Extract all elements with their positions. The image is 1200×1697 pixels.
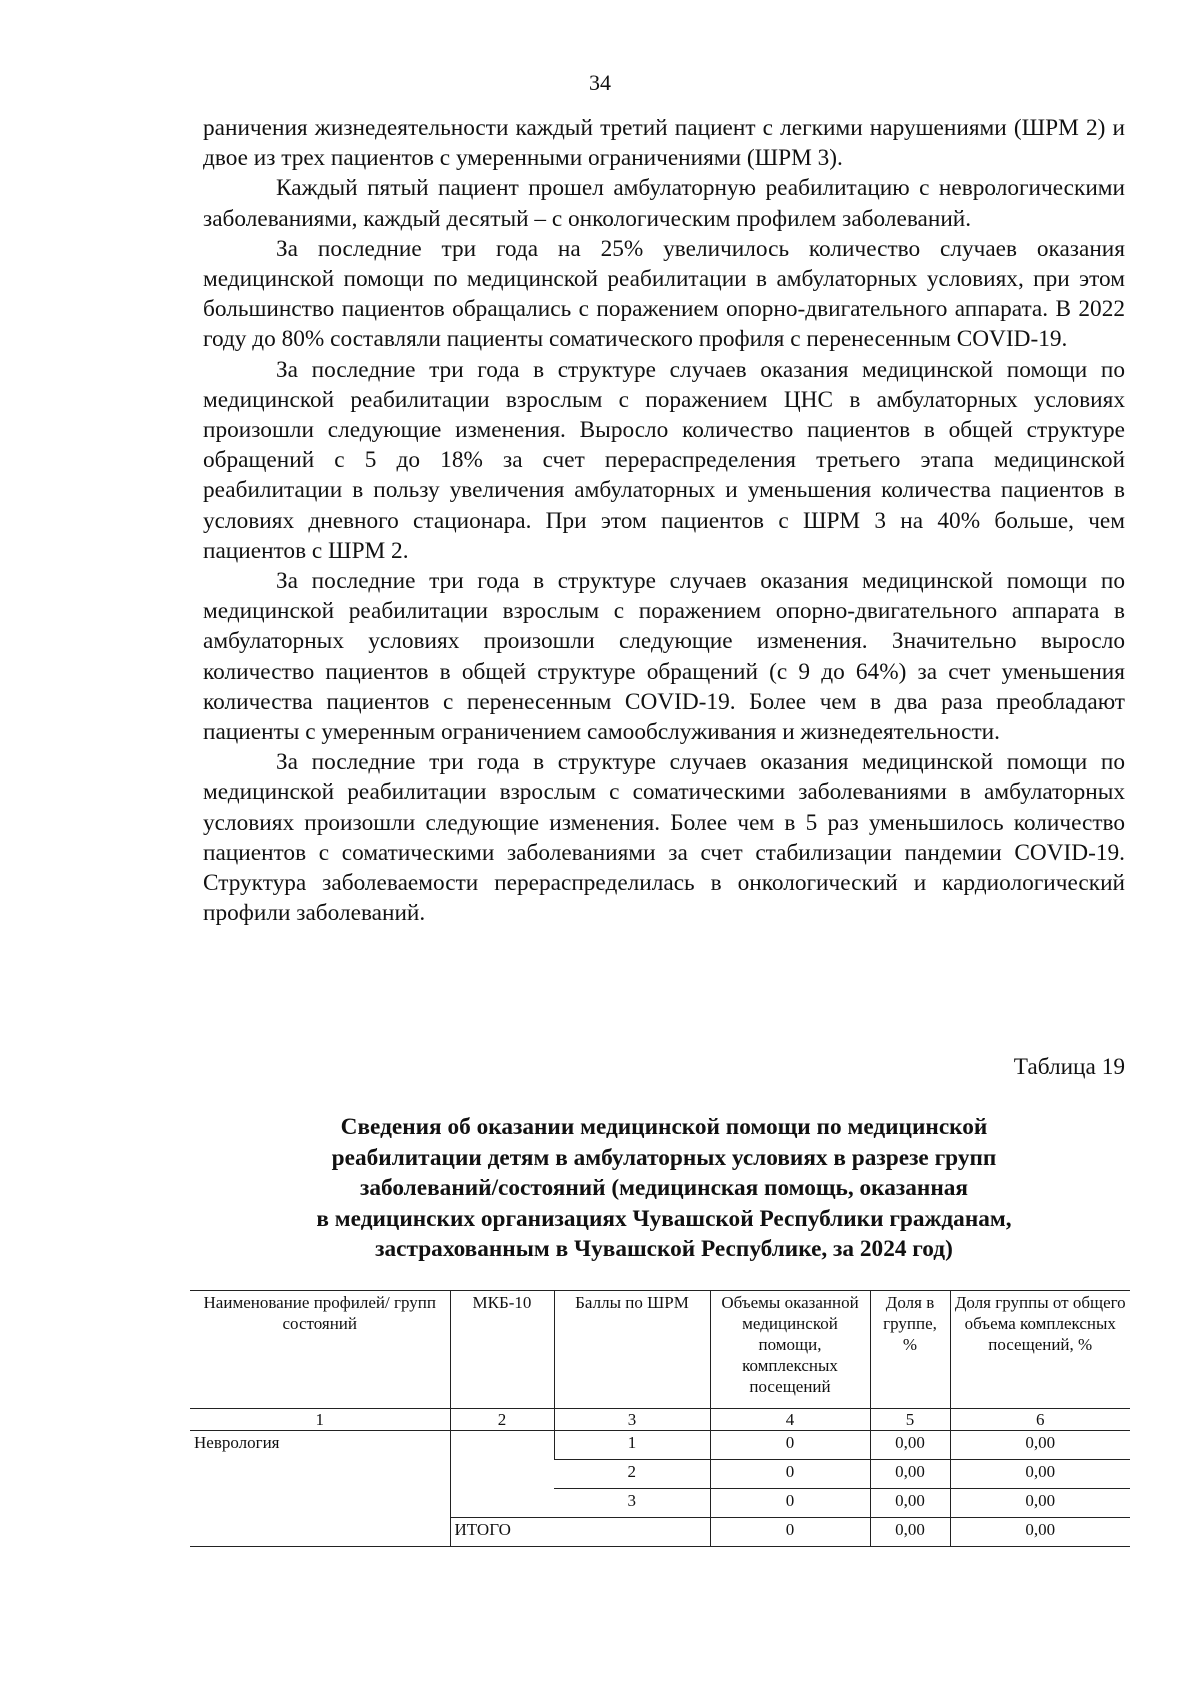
body-text [203, 113, 1125, 928]
group-name: Неврология [190, 1431, 450, 1518]
table-title-line: реабилитации детям в амбулаторных условиях в разрезе групп [331, 1144, 997, 1171]
column-number: 2 [450, 1409, 554, 1431]
column-number: 6 [950, 1409, 1130, 1431]
share-total-cell: 0,00 [950, 1489, 1130, 1518]
share-group-cell: 0,00 [870, 1489, 950, 1518]
paragraph: За последние три года в структуре случаев оказания медицинской помощи по медицинской реабилитации взрослым с поражением опорно-двигательного аппарата в амбулаторных условиях произошли следующие изменения. Значительно выросло количество пациентов в общей структуре обращений (с 9 до 64%) за счет уменьшения количества пациентов с перенесенным COVID-19. Более чем в два раза преобладают пациенты с умеренным ограничением самообслуживания и жизнедеятельности. [203, 568, 1125, 746]
volume-cell: 0 [710, 1431, 870, 1460]
volume-cell: 0 [710, 1489, 870, 1518]
header-score: Баллы по ШРМ [554, 1291, 710, 1409]
table-title-line: заболеваний/состояний (медицинская помощь, оказанная [359, 1175, 969, 1201]
share-group-cell: 0,00 [870, 1460, 950, 1489]
paragraph: За последние три года в структуре случаев оказания медицинской помощи по медицинской реабилитации взрослым с соматическими заболеваниями в амбулаторных условиях произошли следующие изменения. Более чем в 5 раз уменьшилось количество пациентов с соматическими заболеваниями за счет стабилизации пандемии COVID-19. Структура заболеваемости перераспределилась в онкологический и кардиологический профили заболеваний. [203, 749, 1125, 927]
paragraph: Каждый пятый пациент прошел амбулаторную реабилитацию с неврологическими заболеваниями, каждый десятый – с онкологическим профилем заболеваний. [203, 175, 1125, 232]
paragraph: За последние три года на 25% увеличилось количество случаев оказания медицинской помощи по медицинской реабилитации в амбулаторных условиях, при этом большинство пациентов обращались с поражением опорно-двигательного аппарата. В 2022 году до 80% составляли пациенты соматического профиля с перенесенным COVID-19. [203, 235, 1125, 353]
header-icd: МКБ-10 [450, 1291, 554, 1409]
share-group-cell: 0,00 [870, 1431, 950, 1460]
total-empty-cell [190, 1518, 450, 1547]
table-title [203, 1112, 1125, 1265]
page-number: 34 [589, 70, 611, 95]
table-header-row [190, 1291, 1130, 1409]
score-cell: 2 [554, 1460, 710, 1489]
share-total-cell: 0,00 [950, 1431, 1130, 1460]
header-share-group: Доля в группе, % [870, 1291, 950, 1409]
rehab-table [190, 1290, 1130, 1547]
icd-cell [450, 1431, 554, 1518]
column-number: 1 [190, 1409, 450, 1431]
total-share-group: 0,00 [870, 1518, 950, 1547]
total-label: ИТОГО [450, 1518, 710, 1547]
total-row [190, 1518, 1130, 1547]
header-volume: Объемы оказанной медицинской помощи, комплексных посещений [710, 1291, 870, 1409]
table-title-line: Сведения об оказании медицинской помощи по медицинской [340, 1114, 988, 1140]
column-number: 5 [870, 1409, 950, 1431]
score-cell: 3 [554, 1489, 710, 1518]
column-number: 3 [554, 1409, 710, 1431]
table-label: Таблица 19 [1013, 1054, 1125, 1080]
column-number: 4 [710, 1409, 870, 1431]
volume-cell: 0 [710, 1460, 870, 1489]
table-title-line: в медицинских организациях Чувашской Республики гражданам, [316, 1205, 1012, 1232]
share-total-cell: 0,00 [950, 1460, 1130, 1489]
header-share-total: Доля группы от общего объема комплексных посещений, % [950, 1291, 1130, 1409]
paragraph: раничения жизнедеятельности каждый третий пациент с легкими нарушениями (ШРМ 2) и двое из трех пациентов с умеренными ограничениями (ШРМ 3). [203, 115, 1125, 172]
column-number-row [190, 1409, 1130, 1431]
score-cell: 1 [554, 1431, 710, 1460]
table-row [190, 1431, 1130, 1460]
table-title-line: застрахованным в Чувашской Республике, за 2024 год) [375, 1236, 953, 1262]
paragraph: За последние три года в структуре случаев оказания медицинской помощи по медицинской реабилитации взрослым с поражением ЦНС в амбулаторных условиях произошли следующие изменения. Выросло количество пациентов в общей структуре обращений с 5 до 18% за счет перераспределения третьего этапа медицинской реабилитации в пользу увеличения амбулаторных и уменьшения количества пациентов в условиях дневного стационара. При этом пациентов с ШРМ 3 на 40% больше, чем пациентов с ШРМ 2. [203, 356, 1125, 564]
total-volume: 0 [710, 1518, 870, 1547]
header-profile: Наименование профилей/ групп состояний [190, 1291, 450, 1409]
total-share-total: 0,00 [950, 1518, 1130, 1547]
